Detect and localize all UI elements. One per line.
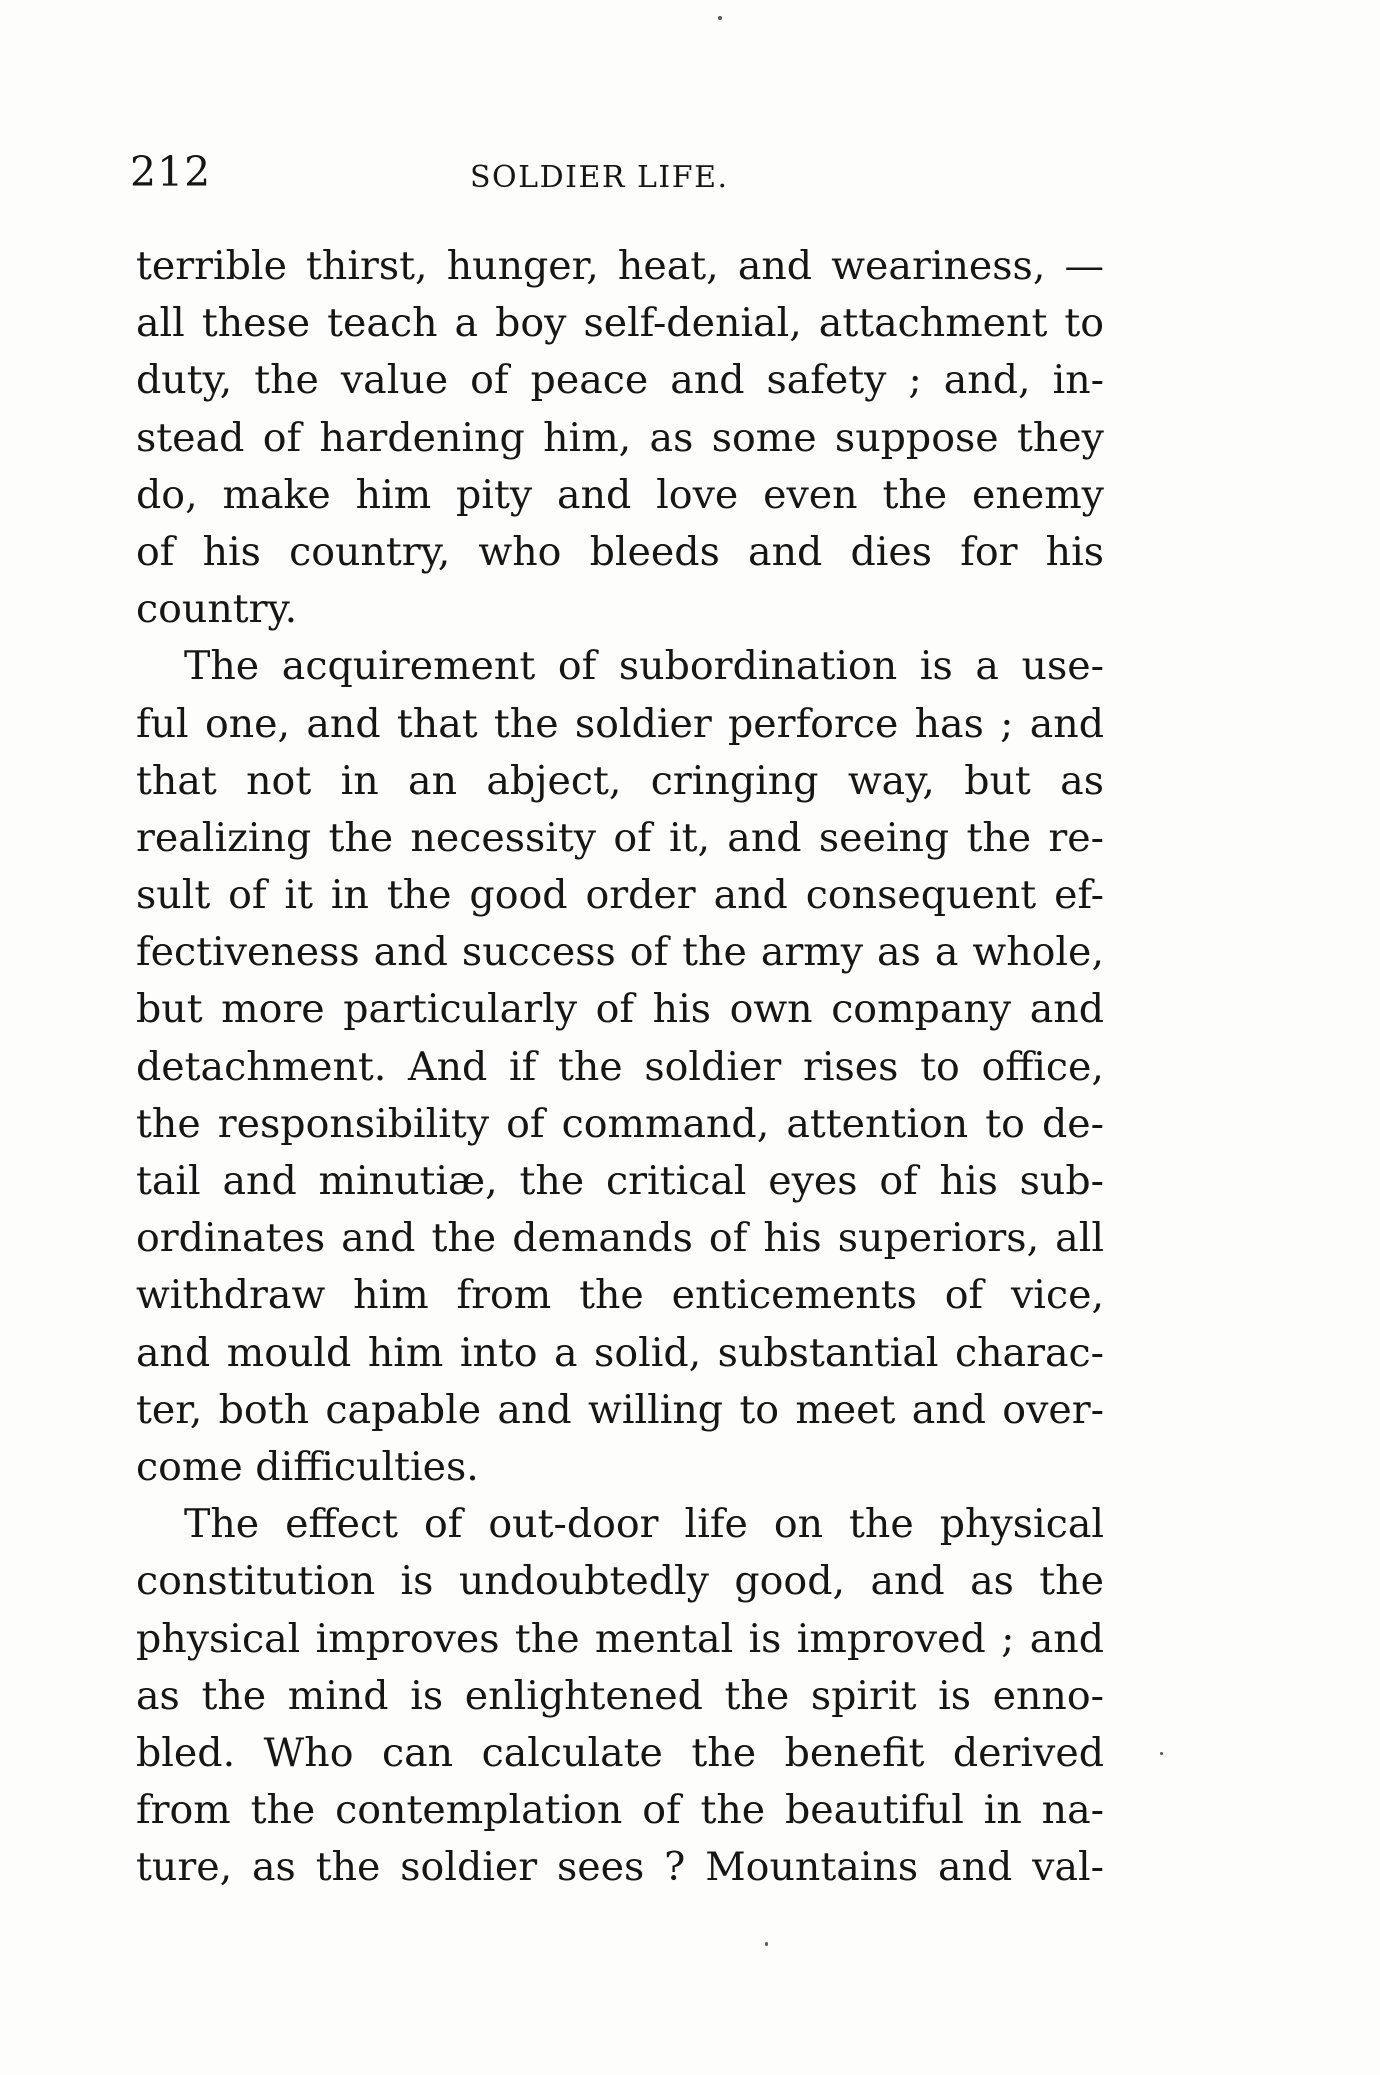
page-number: 212 (130, 148, 212, 196)
paragraph (136, 638, 1104, 1496)
text-line: tail and minutiæ, the critical eyes of his sub- (136, 1158, 1104, 1204)
text-line: come difficulties. (136, 1443, 479, 1490)
paragraph (136, 1496, 1104, 1896)
text-line: of his country, who bleeds and dies for his (136, 528, 1104, 575)
text-line: that not in an abject, cringing way, but as (136, 757, 1104, 804)
scan-speck (1160, 1752, 1163, 1755)
text-line: from the contemplation of the beautiful in na- (136, 1787, 1104, 1834)
text-line: bled. Who can calculate the benefit derived (136, 1729, 1104, 1776)
text-line: realizing the necessity of it, and seeing the re- (136, 814, 1104, 861)
text-line: fectiveness and success of the army as a whole, (136, 929, 1104, 976)
paragraph (136, 238, 1104, 638)
text-line: stead of hardening him, as some suppose they (136, 414, 1104, 461)
text-line: terrible thirst, hunger, heat, and weariness, — (136, 243, 1104, 289)
text-line: do, make him pity and love even the enemy (136, 471, 1104, 518)
text-line: ful one, and that the soldier perforce has ; and (136, 700, 1104, 747)
scan-speck (718, 16, 722, 20)
text-line: ter, both capable and willing to meet and over- (136, 1386, 1104, 1433)
text-line: withdraw him from the enticements of vice, (136, 1272, 1104, 1319)
text-line: but more particularly of his own company and (136, 986, 1104, 1033)
text-line: all these teach a boy self-denial, attachment to (136, 300, 1104, 347)
text-line: the responsibility of command, attention to de- (136, 1100, 1104, 1147)
text-line: sult of it in the good order and consequent ef- (136, 872, 1104, 919)
text-line: physical improves the mental is improved ; and (136, 1615, 1104, 1662)
text-line: The effect of out-door life on the physical (184, 1501, 1104, 1548)
body-text (136, 238, 1104, 1896)
scan-speck (765, 1942, 768, 1946)
text-line: ture, as the soldier sees ? Mountains and val- (136, 1844, 1104, 1891)
text-line: duty, the value of peace and safety ; and, in- (136, 357, 1104, 404)
text-line: constitution is undoubtedly good, and as the (136, 1558, 1104, 1605)
text-line: ordinates and the demands of his superiors, all (136, 1215, 1104, 1262)
text-line: as the mind is enlightened the spirit is enno- (136, 1672, 1104, 1719)
running-title: SOLDIER LIFE. (470, 160, 729, 195)
text-line: The acquirement of subordination is a use- (184, 643, 1104, 690)
text-line: country. (136, 586, 298, 633)
text-line: detachment. And if the soldier rises to office, (136, 1043, 1104, 1090)
running-head (130, 148, 1130, 208)
text-line: and mould him into a solid, substantial charac- (136, 1329, 1104, 1376)
